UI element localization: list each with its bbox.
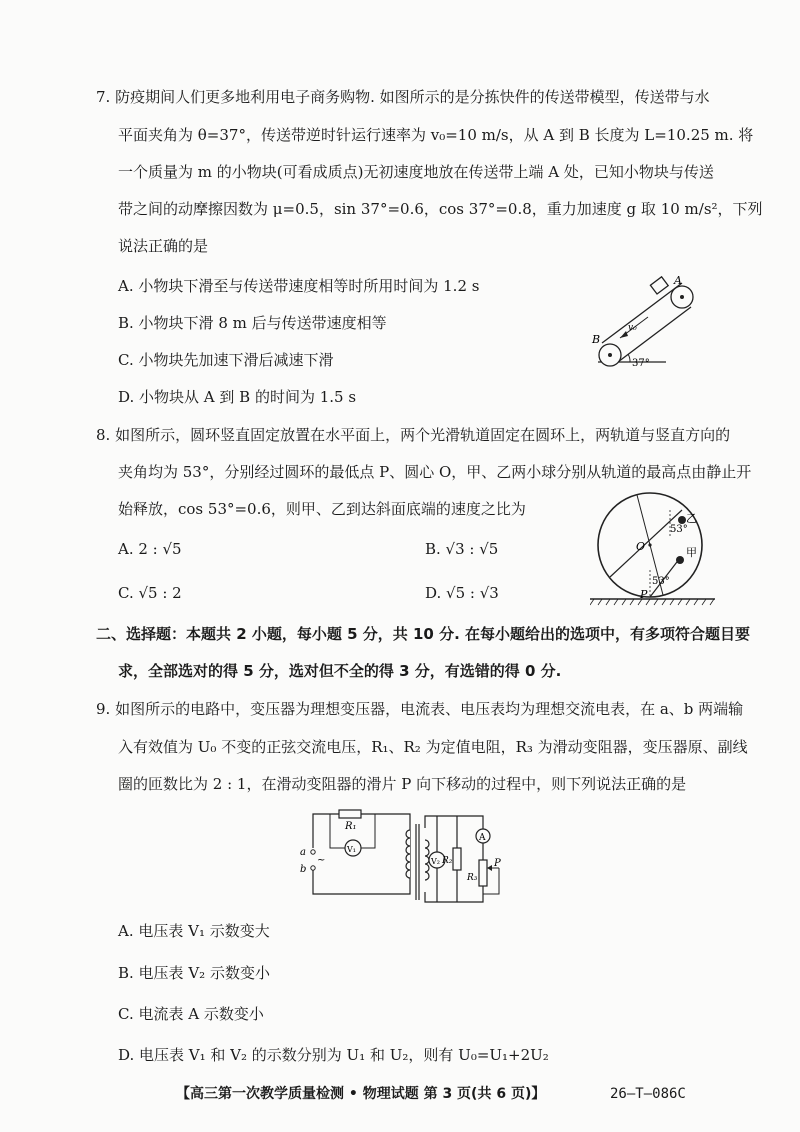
label-angle-37: 37° — [632, 358, 650, 369]
label-yi: 乙 — [686, 512, 697, 525]
label-a: A — [674, 274, 682, 287]
q7-line-1: 7. 防疫期间人们更多地利用电子商务购物. 如图所示的是分拣快件的传送带模型，传送带与水 — [96, 88, 710, 106]
label-o: O — [636, 540, 646, 553]
q9-line-1: 9. 如图所示的电路中，变压器为理想变压器，电流表、电压表均为理想交流电表，在 a、b 两端输 — [96, 700, 744, 718]
q9-option-a: A. 电压表 V₁ 示数变大 — [118, 922, 270, 940]
q8-line-3: 始释放，cos 53°=0.6，则甲、乙到达斜面底端的速度之比为 — [118, 500, 526, 518]
ring-track-figure — [590, 490, 720, 610]
label-ammeter: A — [479, 833, 486, 843]
label-tilde: ~ — [317, 855, 326, 866]
q7-option-a: A. 小物块下滑至与传送带速度相等时所用时间为 1.2 s — [118, 277, 480, 295]
q9-option-c: C. 电流表 A 示数变小 — [118, 1005, 264, 1023]
label-r2: R₂ — [442, 856, 453, 866]
q7-option-c: C. 小物块先加速下滑后减速下滑 — [118, 351, 334, 369]
q9-option-d: D. 电压表 V₁ 和 V₂ 的示数分别为 U₁ 和 U₂，则有 U₀=U₁+2U₂ — [118, 1046, 549, 1064]
q7-line-5: 说法正确的是 — [118, 237, 209, 255]
q7-option-b: B. 小物块下滑 8 m 后与传送带速度相等 — [118, 314, 387, 332]
label-terminal-a: a — [300, 847, 306, 858]
label-p: P — [640, 588, 648, 601]
q9-option-b: B. 电压表 V₂ 示数变小 — [118, 964, 270, 982]
q7-line-3: 一个质量为 m 的小物块(可看成质点)无初速度地放在传送带上端 A 处，已知小物块与传送 — [118, 163, 714, 181]
label-terminal-b: b — [300, 864, 307, 875]
label-jia: 甲 — [686, 546, 697, 559]
q8-option-b: B. √3 : √5 — [425, 540, 499, 558]
label-r1: R₁ — [345, 821, 357, 832]
q7-option-d: D. 小物块从 A 到 B 的时间为 1.5 s — [118, 388, 357, 406]
label-slider-p: P — [494, 858, 501, 869]
transformer-circuit-figure — [295, 808, 515, 908]
q9-line-3: 圈的匝数比为 2 : 1，在滑动变阻器的滑片 P 向下移动的过程中，则下列说法正确的是 — [118, 775, 687, 793]
label-v1: V₁ — [347, 845, 356, 854]
q7-line-2: 平面夹角为 θ=37°，传送带逆时针运行速率为 v₀=10 m/s，从 A 到 B 长度为 L=10.25 m. 将 — [118, 126, 754, 144]
section2-line-1: 二、选择题：本题共 2 小题，每小题 5 分，共 10 分. 在每小题给出的选项中，有多项符合题目要 — [96, 625, 751, 643]
section2-line-2: 求，全部选对的得 5 分，选对但不全的得 3 分，有选错的得 0 分. — [118, 662, 562, 680]
label-b: B — [592, 333, 601, 346]
page-footer: 【高三第一次教学质量检测 • 物理试题 第 3 页(共 6 页)】 — [176, 1086, 546, 1102]
q8-option-a: A. 2 : √5 — [118, 540, 182, 558]
q7-line-4: 带之间的动摩擦因数为 μ=0.5，sin 37°=0.6，cos 37°=0.8，重力加速度 g 取 10 m/s²，下列 — [118, 200, 763, 218]
q9-line-2: 入有效值为 U₀ 不变的正弦交流电压，R₁、R₂ 为定值电阻，R₃ 为滑动变阻器，变压器原、副线 — [118, 738, 748, 756]
q8-line-1: 8. 如图所示，圆环竖直固定放置在水平面上，两个光滑轨道固定在圆环上，两轨道与竖直方向的 — [96, 426, 731, 444]
conveyor-belt-figure — [590, 270, 710, 380]
label-v2: V₂ — [431, 857, 440, 866]
label-angle-bottom: 53° — [652, 576, 670, 587]
q8-line-2: 夹角均为 53°，分别经过圆环的最低点 P、圆心 O，甲、乙两小球分别从轨道的最高点由静止开 — [118, 463, 752, 481]
paper-code: 26—T—086C — [610, 1086, 686, 1102]
q8-option-c: C. √5 : 2 — [118, 584, 182, 602]
q8-option-d: D. √5 : √3 — [425, 584, 499, 602]
label-r3: R₃ — [467, 873, 478, 883]
label-angle-top: 53° — [670, 524, 688, 535]
label-v0: v₀ — [628, 323, 637, 333]
